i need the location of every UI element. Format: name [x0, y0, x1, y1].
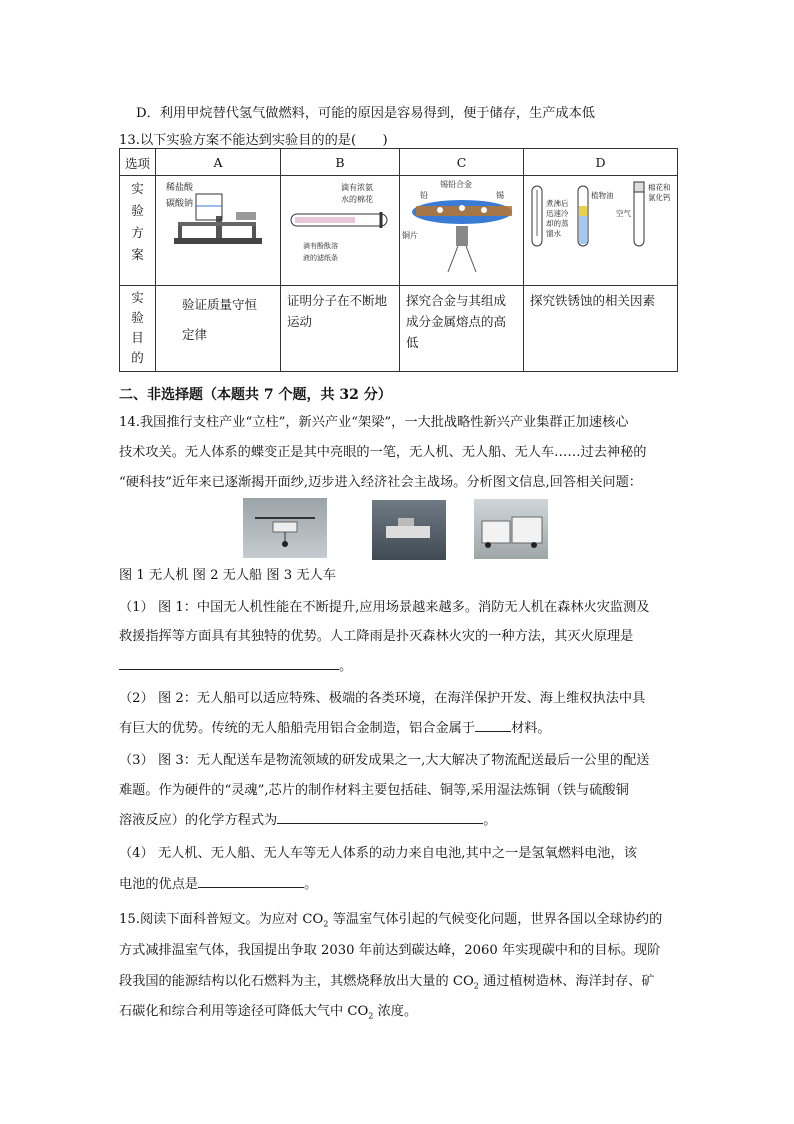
q14-3-line-1: （3） 图 3：无人配送车是物流领域的研发成果之一,大大解决了物流配送最后一公里的配送 [119, 753, 650, 768]
balance-diagram [156, 176, 280, 282]
svg-text:稀盐酸: 稀盐酸 [166, 183, 194, 193]
q14-1-answer-line: 。 [119, 655, 352, 674]
goal-c: 探究合金与其组成成分金属熔点的高低 [400, 286, 524, 372]
q14-3-line-3: 溶液反应）的化学方程式为 。 [119, 809, 496, 828]
q14-4-blank[interactable] [198, 873, 304, 888]
q14-1-line-2: 救援指挥等方面具有其独特的优势。人工降雨是扑灭森林火灾的一种方法，其灭火原理是 [119, 629, 634, 644]
q15-line-3: 段我国的能源结构以化石燃料为主，其燃烧释放出大量的 $CO_2$ 通过植树造林、海洋封存、矿 [119, 974, 655, 991]
svg-text:锡: 锡 [496, 191, 504, 200]
header-a: A [156, 149, 281, 176]
svg-text:迅速冷: 迅速冷 [546, 209, 569, 218]
q14-1-blank[interactable] [119, 655, 339, 670]
scheme-c [400, 176, 524, 286]
q15-line-4: 石碳化和综合利用等途径可降低大气中 $CO_2$ 浓度。 [119, 1004, 418, 1021]
q14-4-line-2: 电池的优点是 。 [119, 873, 317, 892]
row-scheme-label: 实验方案 [120, 176, 156, 286]
goal-a: 验证质量守恒定律 [156, 286, 281, 372]
svg-text:铜片: 铜片 [402, 231, 418, 240]
svg-text:馏水: 馏水 [546, 229, 561, 238]
vehicle-photo [474, 499, 548, 559]
q14-2-line-1: （2） 图 2：无人船可以适应特殊、极端的各类环境，在海洋保护开发、海上维权执法中具 [119, 691, 646, 706]
tube-diagram [281, 176, 399, 282]
goal-d: 探究铁锈蚀的相关因素 [524, 286, 678, 372]
q14-intro-3: “硬科技”近年来已逐渐揭开面纱,迈步进入经济社会主战场。分析图文信息,回答相关问题： [119, 475, 642, 490]
q13-table [119, 148, 678, 372]
svg-text:锡铅合金: 锡铅合金 [440, 180, 472, 189]
header-d: D [524, 149, 678, 176]
q12-option-d: D．利用甲烷替代氢气做燃料，可能的原因是容易得到，便于储存，生产成本低 [136, 106, 595, 121]
svg-text:煮沸后: 煮沸后 [546, 199, 569, 208]
q14-intro-2: 技术攻关。无人体系的蝶变正是其中亮眼的一笔，无人机、无人船、无人车……过去神秘的 [119, 445, 647, 460]
svg-text:滴有浓氨: 滴有浓氨 [341, 183, 373, 192]
svg-text:棉花和: 棉花和 [648, 183, 671, 192]
test-tubes-diagram [524, 176, 677, 282]
svg-text:氯化钙: 氯化钙 [648, 193, 671, 202]
q14-4-line-1: （4） 无人机、无人船、无人车等无人体系的动力来自电池,其中之一是氢氧燃料电池，该 [119, 846, 637, 861]
row-goal-label: 实验目的 [120, 286, 156, 372]
q14-3-blank[interactable] [277, 809, 483, 824]
goal-b: 证明分子在不断地运动 [281, 286, 400, 372]
svg-text:碳酸钠: 碳酸钠 [166, 199, 194, 209]
header-b: B [281, 149, 400, 176]
boat-photo [372, 500, 446, 560]
q15-line-1: 15.阅读下面科普短文。为应对 $CO_2$ 等温室气体引起的气候变化问题，世界各国以全球协约的 [119, 912, 663, 929]
svg-text:液的滤纸条: 液的滤纸条 [303, 254, 338, 262]
q13-stem: 13.以下实验方案不能达到实验目的的是( ) [119, 133, 388, 148]
scheme-d [524, 176, 678, 286]
svg-text:却的蒸: 却的蒸 [546, 219, 569, 228]
scheme-a [156, 176, 281, 286]
svg-text:植物油: 植物油 [591, 191, 614, 200]
section-heading: 二、非选择题（本题共 7 个题，共 32 分） [119, 387, 392, 403]
scheme-b [281, 176, 400, 286]
copper-plate-diagram [400, 176, 523, 282]
svg-text:水的棉花: 水的棉花 [341, 195, 373, 204]
svg-text:滴有酚酞溶: 滴有酚酞溶 [303, 242, 338, 250]
q14-3-line-2: 难题。作为硬件的“灵魂”,芯片的制作材料主要包括硅、铜等,采用湿法炼铜（铁与硫酸铜 [119, 783, 629, 798]
drone-photo [243, 498, 327, 558]
q14-intro-1: 14.我国推行支柱产业“立柱”，新兴产业“架梁”，一大批战略性新兴产业集群正加速核心 [119, 415, 629, 430]
svg-text:空气: 空气 [616, 209, 631, 218]
header-label: 选项 [120, 149, 156, 176]
q14-1-line-1: （1） 图 1：中国无人机性能在不断提升,应用场景越来越多。消防无人机在森林火灾监测及 [119, 600, 650, 615]
figure-caption: 图 1 无人机 图 2 无人船 图 3 无人车 [119, 568, 336, 583]
q14-2-blank[interactable] [475, 717, 511, 732]
q14-2-line-2: 有巨大的优势。传统的无人船船壳用铝合金制造，铝合金属于 材料。 [119, 717, 551, 736]
q15-line-2: 方式减排温室气体，我国提出争取 2030 年前达到碳达峰，2060 年实现碳中和的目标。现阶 [119, 943, 661, 958]
svg-text:铅: 铅 [420, 191, 428, 200]
header-c: C [400, 149, 524, 176]
